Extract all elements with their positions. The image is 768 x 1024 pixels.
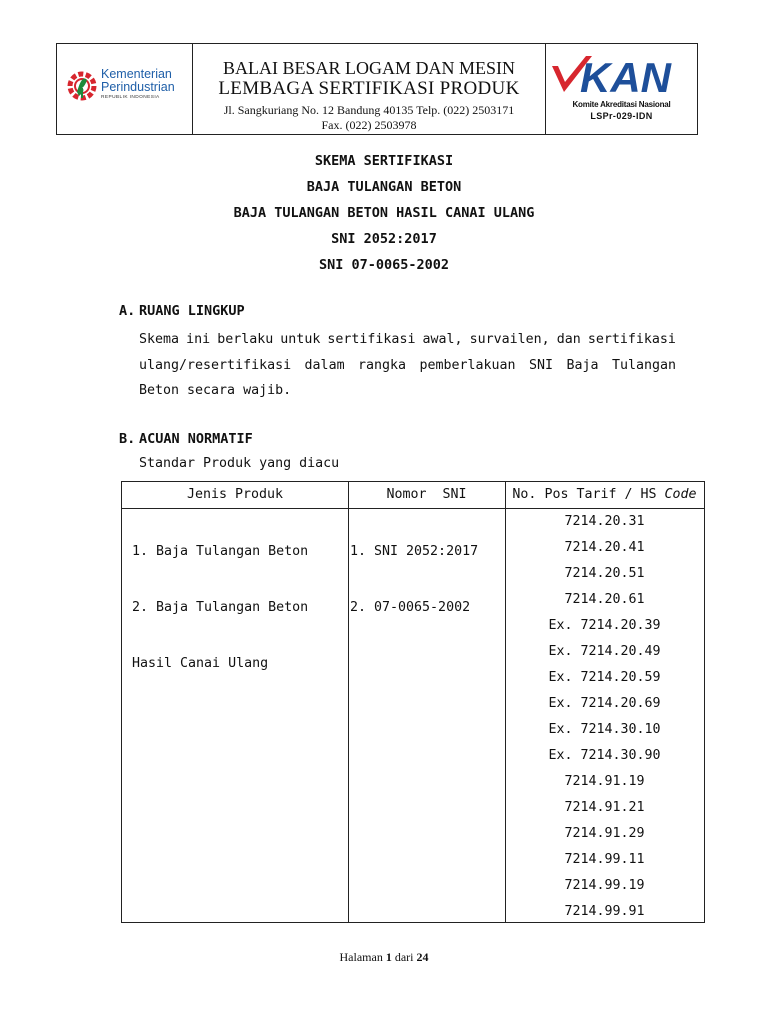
hs-code-item: 7214.91.19 <box>564 774 645 789</box>
hs-code-item: Ex. 7214.30.90 <box>548 748 661 763</box>
section-b-intro: Standar Produk yang diacu <box>139 456 340 471</box>
ministry-logo <box>57 44 193 134</box>
title-sni-1: SNI 2052:2017 <box>331 231 437 247</box>
gear-icon <box>65 66 99 106</box>
document-titles <box>0 148 768 278</box>
hs-code-item: Ex. 7214.20.49 <box>548 644 661 659</box>
product-item: 1. Baja Tulangan Beton <box>132 544 309 559</box>
paragraph-line: ulang/resertifikasi dalam rangka pemberlakuan SNI Baja Tulangan <box>139 357 676 373</box>
kan-logo <box>545 44 697 134</box>
kan-logo-icon <box>550 52 690 98</box>
product-item: Hasil Canai Ulang <box>132 656 269 671</box>
hs-code-item: 7214.20.51 <box>564 566 645 581</box>
footer-middle: dari <box>391 950 417 964</box>
section-a-letter: A. <box>119 303 136 319</box>
table-header-product: Jenis Produk <box>186 487 284 502</box>
section-a-heading <box>119 303 245 319</box>
org-name: BALAI BESAR LOGAM DAN MESIN <box>222 58 515 78</box>
hs-code-item: Ex. 7214.20.59 <box>548 670 661 685</box>
kan-accreditation-number: LSPr-029-IDN <box>590 111 653 121</box>
section-b-heading <box>119 431 253 447</box>
title-scheme: SKEMA SERTIFIKASI <box>314 153 454 169</box>
section-a-paragraph <box>139 327 676 404</box>
table-header-row <box>122 482 704 509</box>
title-sni-2: SNI 07-0065-2002 <box>318 257 450 273</box>
hs-code-item: 7214.91.29 <box>564 826 645 841</box>
hs-code-item: 7214.91.21 <box>564 800 645 815</box>
table-header-hs-code: Code <box>664 487 697 502</box>
ministry-name-line1: Kementerian <box>101 67 172 81</box>
ministry-name-line2: Perindustrian <box>101 80 175 94</box>
table-header-hs <box>505 482 704 508</box>
title-product-rerolled: BAJA TULANGAN BETON HASIL CANAI ULANG <box>233 205 535 221</box>
hs-code-item: Ex. 7214.20.69 <box>548 696 661 711</box>
hs-code-item: Ex. 7214.20.39 <box>548 618 661 633</box>
hs-code-item: 7214.20.61 <box>564 592 645 607</box>
hs-code-item: 7214.99.19 <box>564 878 645 893</box>
footer-total-pages: 24 <box>416 950 429 964</box>
sni-item: 2. 07-0065-2002 <box>350 600 471 615</box>
page-footer <box>0 950 768 965</box>
hs-code-item: Ex. 7214.30.10 <box>548 722 661 737</box>
hs-code-item: 7214.99.91 <box>564 904 645 919</box>
organization-block <box>193 44 545 134</box>
footer-page-number: 1 <box>385 950 392 964</box>
org-fax: Fax. (022) 2503978 <box>321 118 417 132</box>
document-header <box>56 43 698 135</box>
section-b-letter: B. <box>119 431 136 447</box>
hs-code-item: 7214.20.31 <box>564 514 645 529</box>
standards-table <box>121 481 705 923</box>
table-header-hs-label: No. Pos Tarif / HS <box>512 487 665 502</box>
paragraph-line: Beton secara wajib. <box>139 383 292 398</box>
section-a-title: RUANG LINGKUP <box>139 303 245 319</box>
table-header-sni: Nomor SNI <box>386 487 467 502</box>
org-unit: LEMBAGA SERTIFIKASI PRODUK <box>218 78 520 99</box>
org-address: Jl. Sangkuriang No. 12 Bandung 40135 Telp. (022) 2503171 <box>223 103 515 117</box>
footer-prefix: Halaman <box>339 950 386 964</box>
ministry-name-line3: REPUBLIK INDONESIA <box>101 95 160 100</box>
product-list <box>132 509 308 707</box>
product-item: 2. Baja Tulangan Beton <box>132 600 309 615</box>
hs-code-item: 7214.99.11 <box>564 852 645 867</box>
sni-item: 1. SNI 2052:2017 <box>350 544 479 559</box>
sni-list <box>350 509 478 651</box>
hs-code-item: 7214.20.41 <box>564 540 645 555</box>
hs-code-list <box>505 509 704 925</box>
kan-subtitle: Komite Akreditasi Nasional <box>572 100 671 109</box>
paragraph-line: Skema ini berlaku untuk sertifikasi awal, survailen, dan sertifikasi <box>139 332 676 347</box>
title-product: BAJA TULANGAN BETON <box>306 179 462 195</box>
section-b-title: ACUAN NORMATIF <box>139 431 253 447</box>
kan-logo-text: KAN <box>580 54 671 98</box>
